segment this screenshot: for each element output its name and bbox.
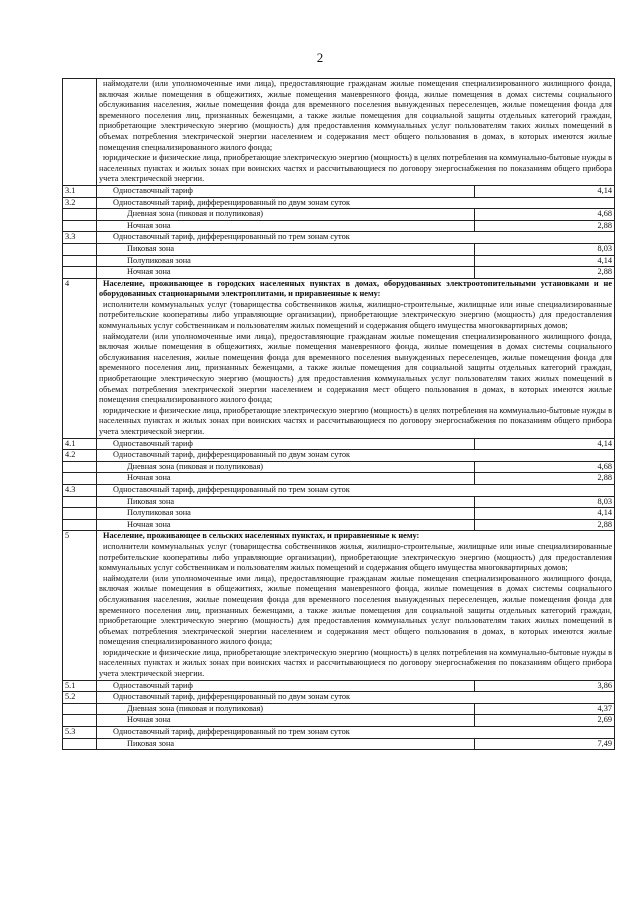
- zone-label: Дневная зона (пиковая и полупиковая): [97, 461, 475, 473]
- table-row: [63, 727, 615, 739]
- section-heading: Население, проживающее в сельских населенных пунктах, и приравненные к нему:: [103, 531, 420, 541]
- tariff-label: Одноставочный тариф, дифференцированный по трем зонам суток: [97, 727, 615, 739]
- row-number: 4.3: [63, 484, 97, 496]
- table-row: [63, 703, 615, 715]
- tariff-table: [62, 78, 615, 750]
- zone-label: Пиковая зона: [97, 738, 475, 750]
- table-row: [63, 255, 615, 267]
- paragraph: юридические и физические лица, приобретающие электрическую энергию (мощность) в целях потребления на коммунально-бытовые нужды в населенных пунктах и жилых зонах при воинских частях и рассчитывающиеся по договору энергоснабжения по показаниям общего прибора учета электрической энергии.: [99, 405, 612, 436]
- row-number: 4.2: [63, 450, 97, 462]
- zone-label: Полупиковая зона: [97, 255, 475, 267]
- table-row: [63, 438, 615, 450]
- table-row: [63, 484, 615, 496]
- tariff-value: 8,03: [475, 243, 615, 255]
- paragraph: наймодатели (или уполномоченные ими лица), предоставляющие гражданам жилые помещения специализированного жилищного фонда, включая жилые помещения в общежитиях, жилые помещения маневренного фонда, жилые помещения в домах системы социального обслуживания населения, жилые помещения фонда для временного поселения вынужденных переселенцев, жилые помещения фонда для временного поселения лиц, признанных беженцами, а также жилые помещения для социальной защиты отдельных категорий граждан, приобретающие электрическую энергию (мощность) для предоставления коммунальных услуг пользователям таких жилых помещений в объемах потребления электрической энергии населением и содержания мест общего пользования в домах, в которых имеются жилые помещения специализированного жилого фонда;: [99, 79, 612, 152]
- tariff-value: 4,14: [475, 508, 615, 520]
- paragraph: наймодатели (или уполномоченные ими лица), предоставляющие гражданам жилые помещения специализированного жилищного фонда, включая жилые помещения в общежитиях, жилые помещения маневренного фонда, жилые помещения в домах системы социального обслуживания населения, жилые помещения фонда для временного поселения вынужденных переселенцев, жилые помещения фонда для временного поселения лиц, признанных беженцами, а также жилые помещения для социальной защиты отдельных категорий граждан, приобретающие электрическую энергию (мощность) для предоставления коммунальных услуг пользователям таких жилых помещений в объемах потребления электрической энергии населением и содержания мест общего пользования в домах, в которых имеются жилые помещения специализированного жилого фонда;: [99, 331, 612, 405]
- paragraph: юридические и физические лица, приобретающие электрическую энергию (мощность) в целях потребления на коммунально-бытовые нужды в населенных пунктах и жилых зонах при воинских частях и рассчитывающиеся по договору энергоснабжения по показаниям общего прибора учета электрической энергии.: [99, 153, 612, 184]
- tariff-value: 8,03: [475, 496, 615, 508]
- tariff-label: Одноставочный тариф, дифференцированный по трем зонам суток: [97, 232, 615, 244]
- row-number: 3.1: [63, 185, 97, 197]
- row-number: 5.3: [63, 727, 97, 739]
- table-row: [63, 197, 615, 209]
- table-row: [63, 508, 615, 520]
- table-row: [63, 692, 615, 704]
- table-row: [63, 496, 615, 508]
- row-number: 3.3: [63, 232, 97, 244]
- tariff-value: 4,37: [475, 703, 615, 715]
- table-row: [63, 79, 615, 186]
- table-row: [63, 738, 615, 750]
- tariff-value: 3,86: [475, 680, 615, 692]
- table-row: [63, 278, 615, 438]
- table-row: [63, 519, 615, 531]
- table-row: [63, 531, 615, 680]
- tariff-label: Одноставочный тариф: [97, 185, 475, 197]
- zone-label: Пиковая зона: [97, 496, 475, 508]
- tariff-value: 4,14: [475, 438, 615, 450]
- row-number: 4: [63, 278, 97, 438]
- tariff-value: 2,88: [475, 267, 615, 279]
- table-row: [63, 680, 615, 692]
- tariff-label: Одноставочный тариф, дифференцированный по трем зонам суток: [97, 484, 615, 496]
- consumer-description: [97, 531, 615, 680]
- tariff-label: Одноставочный тариф, дифференцированный по двум зонам суток: [97, 197, 615, 209]
- paragraph: наймодатели (или уполномоченные ими лица), предоставляющие гражданам жилые помещения специализированного жилищного фонда, включая жилые помещения в общежитиях, жилые помещения маневренного фонда, жилые помещения в домах системы социального обслуживания населения, жилые помещения фонда для временного поселения вынужденных переселенцев, жилые помещения фонда для временного поселения лиц, признанных беженцами, а также жилые помещения для социальной защиты отдельных категорий граждан, приобретающие электрическую энергию (мощность) для предоставления коммунальных услуг пользователям таких жилых помещений в объемах потребления электрической энергии населением и содержания мест общего пользования в домах, в которых имеются жилые помещения специализированного жилого фонда;: [99, 573, 612, 647]
- tariff-value: 2,88: [475, 519, 615, 531]
- table-row: [63, 220, 615, 232]
- paragraph: исполнители коммунальных услуг (товарищества собственников жилья, жилищно-строительные, жилищные или иные специализированные потребительские кооперативы либо управляющие организации), приобретающие электрическую энергию (мощность) для предоставления коммунальных услуг собственникам и пользователям жилых помещений и содержания общего имущества многоквартирных домов;: [99, 299, 612, 331]
- table-row: [63, 209, 615, 221]
- paragraph: исполнители коммунальных услуг (товарищества собственников жилья, жилищно-строительные, жилищные или иные специализированные потребительские кооперативы либо управляющие организации), приобретающие электрическую энергию (мощность) для предоставления коммунальных услуг собственникам и пользователям жилых помещений и содержания общего имущества многоквартирных домов;: [99, 541, 612, 573]
- row-number: [63, 79, 97, 186]
- row-number: 5.1: [63, 680, 97, 692]
- zone-label: Ночная зона: [97, 473, 475, 485]
- tariff-value: 2,69: [475, 715, 615, 727]
- zone-label: Ночная зона: [97, 267, 475, 279]
- tariff-label: Одноставочный тариф: [97, 438, 475, 450]
- table-row: [63, 185, 615, 197]
- row-number: 3.2: [63, 197, 97, 209]
- tariff-label: Одноставочный тариф, дифференцированный по двум зонам суток: [97, 450, 615, 462]
- page-number: 2: [316, 50, 324, 65]
- zone-label: Ночная зона: [97, 715, 475, 727]
- row-number: 4.1: [63, 438, 97, 450]
- table-row: [63, 715, 615, 727]
- zone-label: Ночная зона: [97, 220, 475, 232]
- paragraph: юридические и физические лица, приобретающие электрическую энергию (мощность) в целях потребления на коммунально-бытовые нужды в населенных пунктах и жилых зонах при воинских частях и рассчитывающиеся по договору энергоснабжения по показаниям общего прибора учета электрической энергии.: [99, 647, 612, 679]
- table-row: [63, 232, 615, 244]
- tariff-value: 2,88: [475, 473, 615, 485]
- zone-label: Дневная зона (пиковая и полупиковая): [97, 209, 475, 221]
- table-row: [63, 473, 615, 485]
- consumer-description: [97, 79, 615, 186]
- tariff-value: 4,14: [475, 185, 615, 197]
- table-row: [63, 243, 615, 255]
- row-number: 5: [63, 531, 97, 680]
- table-row: [63, 267, 615, 279]
- zone-label: Пиковая зона: [97, 243, 475, 255]
- tariff-label: Одноставочный тариф: [97, 680, 475, 692]
- tariff-value: 4,14: [475, 255, 615, 267]
- tariff-value: 7,49: [475, 738, 615, 750]
- table-row: [63, 461, 615, 473]
- table-row: [63, 450, 615, 462]
- row-number: 5.2: [63, 692, 97, 704]
- tariff-label: Одноставочный тариф, дифференцированный по двум зонам суток: [97, 692, 615, 704]
- section-heading: Население, проживающее в городских населенных пунктах в домах, оборудованных электроотопительными установками и не оборудованных стационарными электроплитами, и приравненные к нему:: [99, 278, 612, 299]
- zone-label: Полупиковая зона: [97, 508, 475, 520]
- consumer-description: [97, 278, 615, 438]
- zone-label: Дневная зона (пиковая и полупиковая): [97, 703, 475, 715]
- tariff-value: 2,88: [475, 220, 615, 232]
- tariff-value: 4,68: [475, 209, 615, 221]
- zone-label: Ночная зона: [97, 519, 475, 531]
- tariff-value: 4,68: [475, 461, 615, 473]
